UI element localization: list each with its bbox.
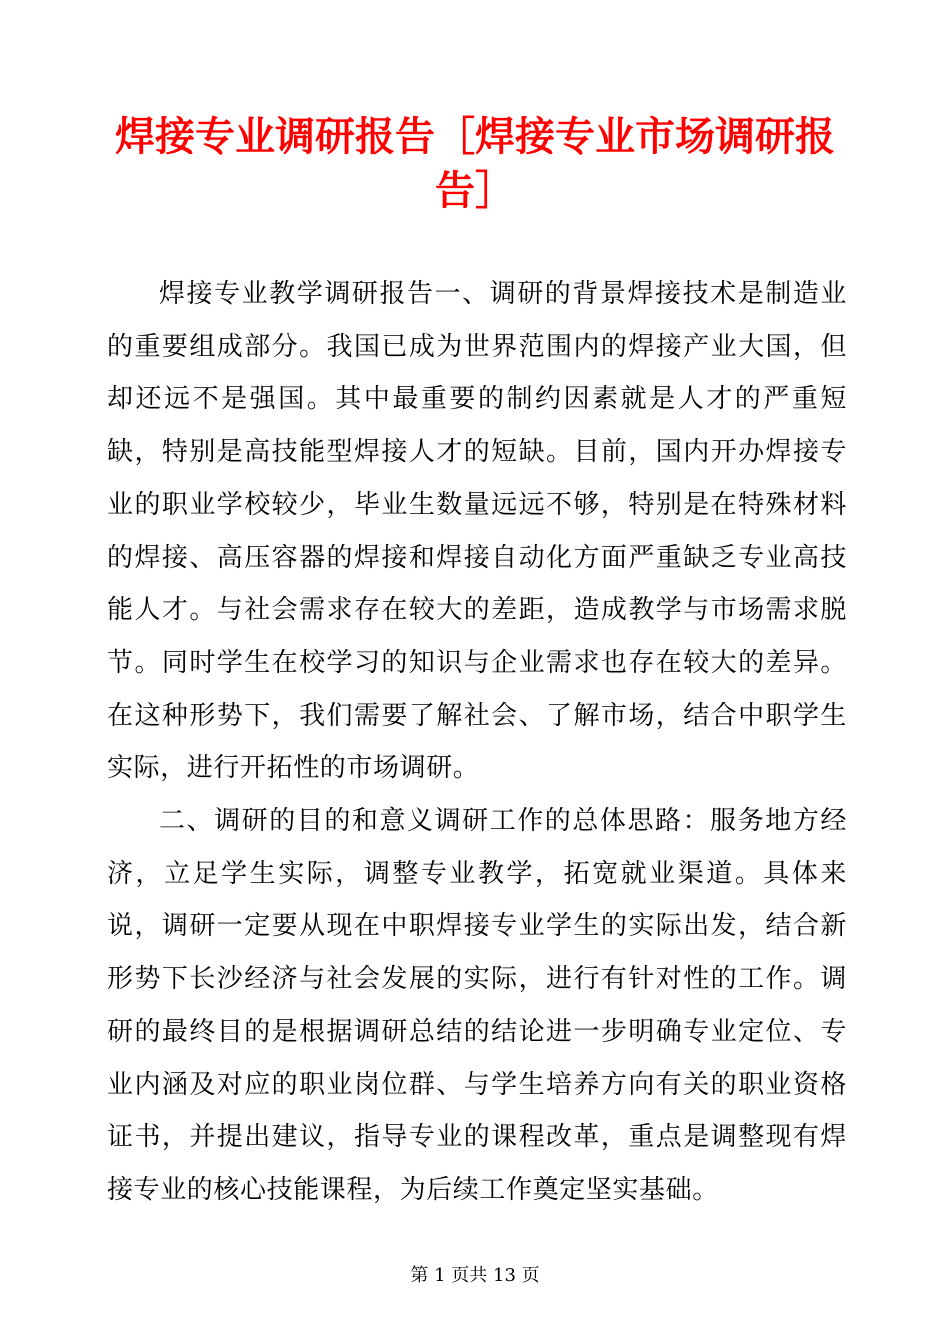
- document-body: [107, 268, 847, 1217]
- page-footer: 第 1 页共 13 页: [410, 1265, 540, 1286]
- paragraph-1: 焊接专业教学调研报告一、调研的背景焊接技术是制造业的重要组成部分。我国已成为世界范围内的焊接产业大国，但却还远不是强国。其中最重要的制约因素就是人才的严重短缺，特别是高技能型焊接人才的短缺。目前，国内开办焊接专业的职业学校较少，毕业生数量远远不够，特别是在特殊材料的焊接、高压容器的焊接和焊接自动化方面严重缺乏专业高技能人才。与社会需求存在较大的差距，造成教学与市场需求脱节。同时学生在校学习的知识与企业需求也存在较大的差异。在这种形势下，我们需要了解社会、了解市场，结合中职学生实际，进行开拓性的市场调研。: [107, 279, 847, 784]
- document-title: 焊接专业调研报告［焊接专业市场调研报告］: [115, 114, 835, 214]
- paragraph-2: 二、调研的目的和意义调研工作的总体思路：服务地方经济，立足学生实际，调整专业教学，拓宽就业渠道。具体来说，调研一定要从现在中职焊接专业学生的实际出发，结合新形势下长沙经济与社会发展的实际，进行有针对性的工作。调研的最终目的是根据调研总结的结论进一步明确专业定位、专业内涵及对应的职业岗位群、与学生培养方向有关的职业资格证书，并提出建议，指导专业的课程改革，重点是调整现有焊接专业的核心技能课程，为后续工作奠定坚实基础。: [107, 806, 847, 1205]
